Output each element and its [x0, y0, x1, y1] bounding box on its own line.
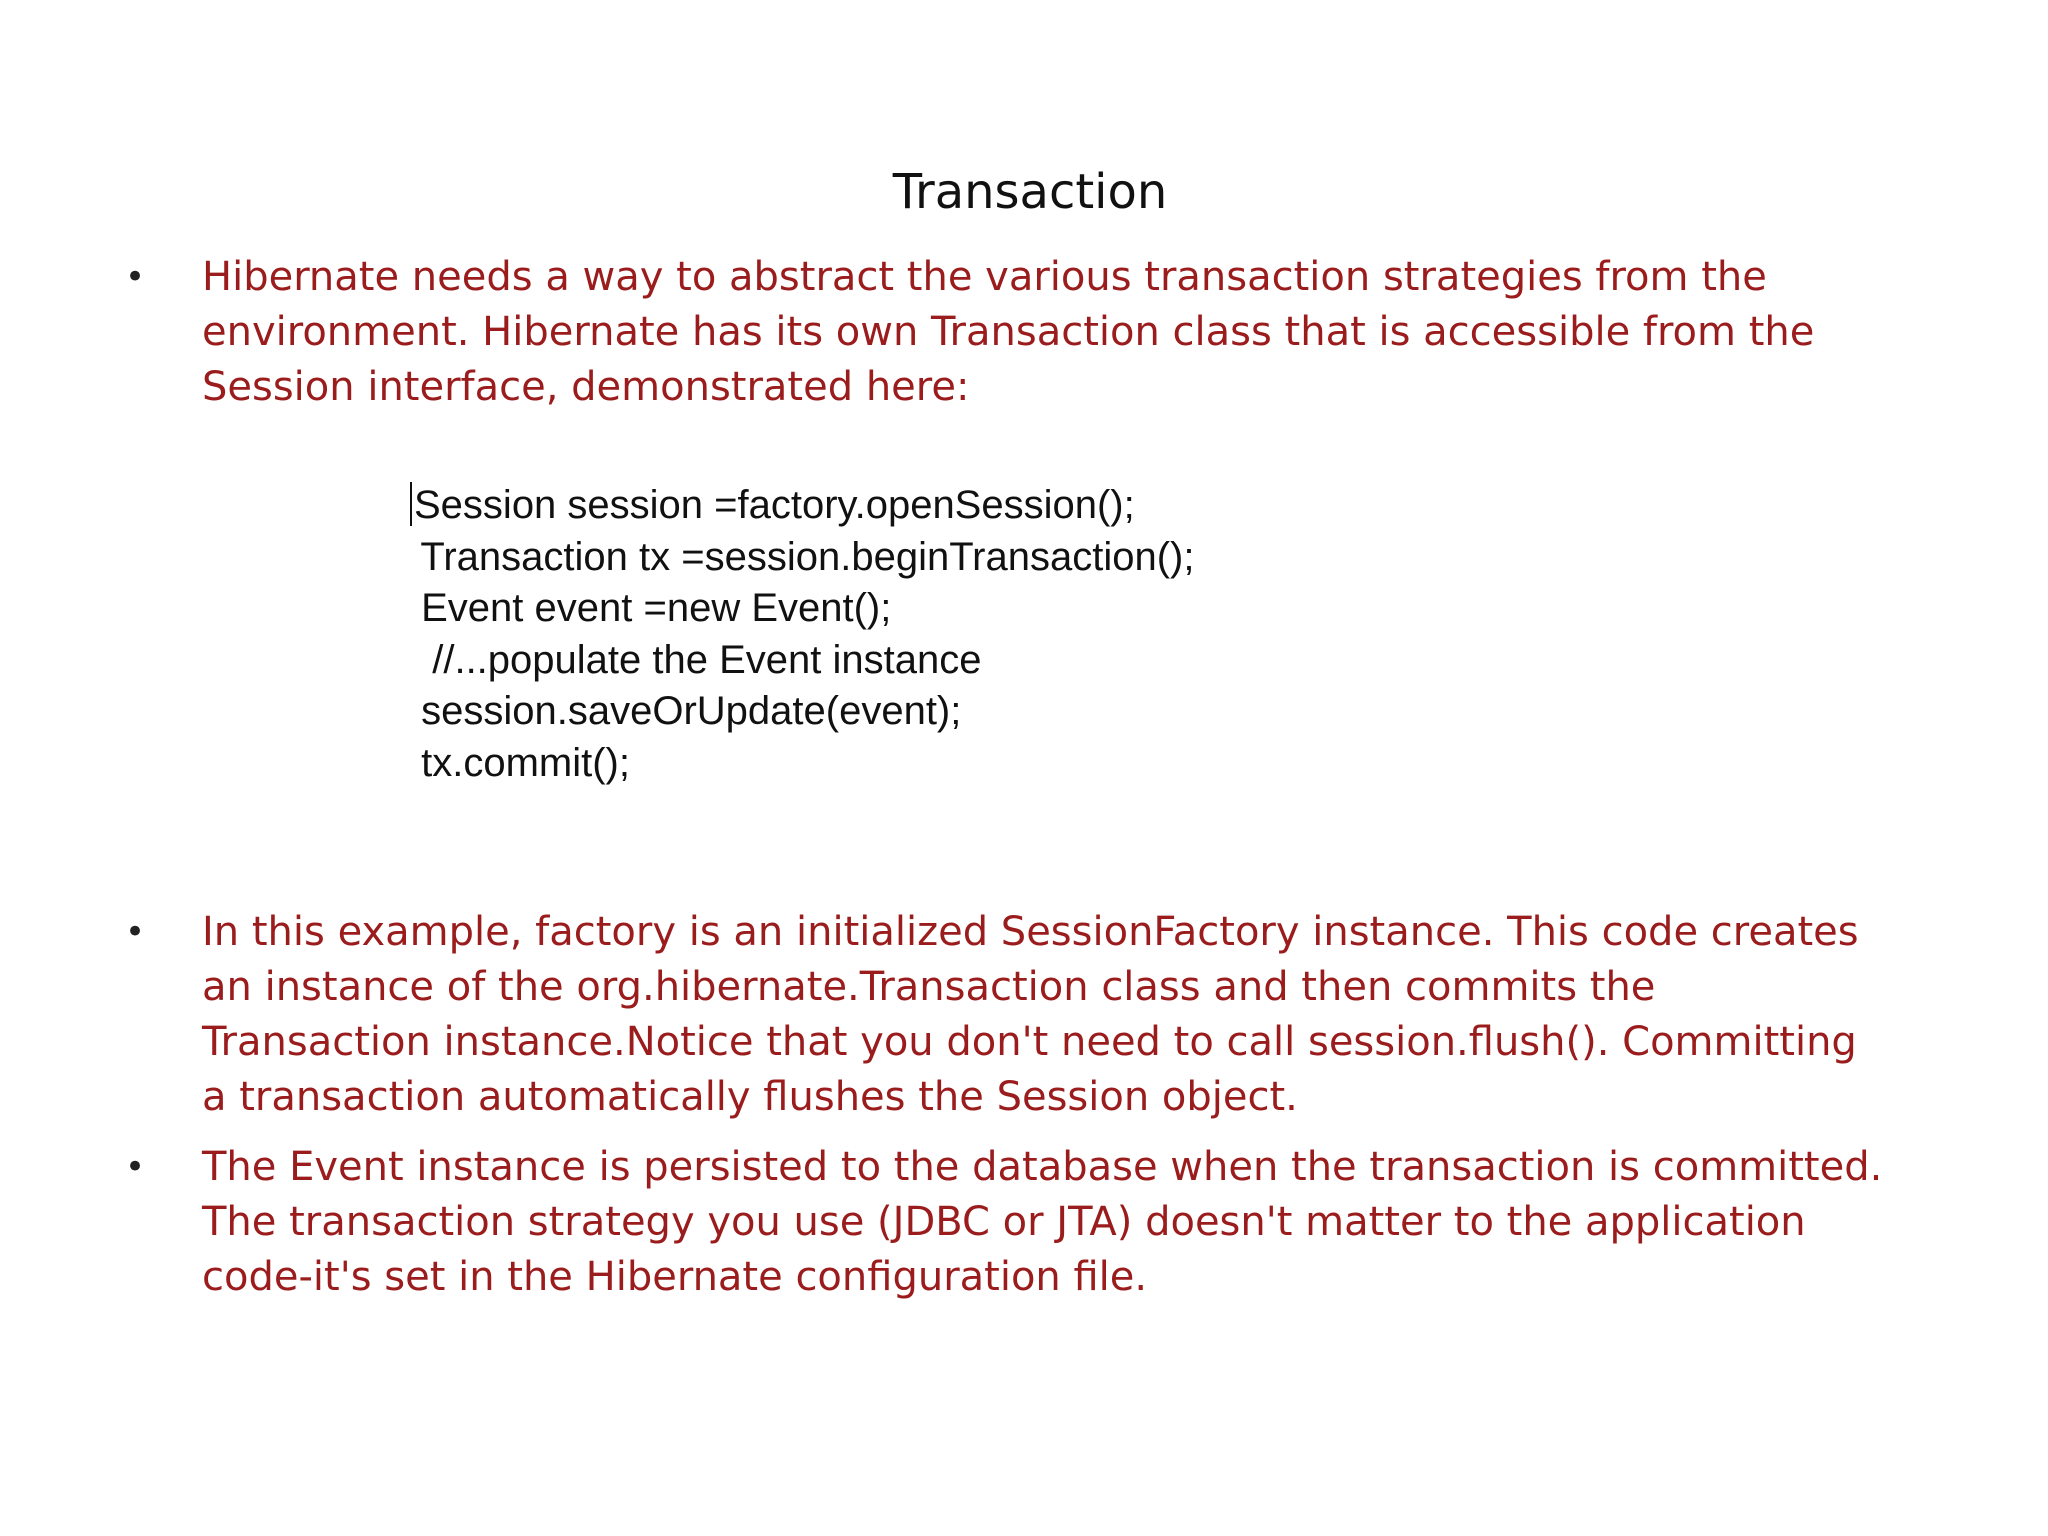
bullet-line: The transaction strategy you use (JDBC or JTA) doesn't matter to the application — [202, 1199, 1806, 1245]
bullet-item-1 — [120, 250, 1980, 420]
slide-title: Transaction — [892, 164, 1168, 220]
bullet-dot-icon: • — [124, 912, 146, 952]
code-line-6: tx.commit(); — [410, 740, 630, 785]
bullet-line: In this example, factory is an initialized SessionFactory instance. This code creates — [202, 909, 1859, 955]
code-line-3: Event event =new Event(); — [410, 586, 892, 630]
bullet-line: Transaction instance.Notice that you don't need to call session.flush(). Committing — [202, 1019, 1857, 1065]
bullet-line: Session interface, demonstrated here: — [202, 364, 970, 410]
bullet-line: Hibernate needs a way to abstract the various transaction strategies from the — [202, 254, 1767, 300]
bullet-dot-icon: • — [124, 257, 146, 297]
bullet-line: code-it's set in the Hibernate configuration file. — [202, 1254, 1148, 1300]
text-cursor-icon — [410, 482, 412, 526]
code-snippet — [410, 480, 1350, 800]
bullet-line: a transaction automatically flushes the Session object. — [202, 1074, 1298, 1120]
bullet-line: environment. Hibernate has its own Transaction class that is accessible from the — [202, 309, 1815, 355]
code-line-2: Transaction tx =session.beginTransaction(); — [410, 534, 1195, 579]
code-line-4: //...populate the Event instance — [410, 637, 982, 682]
bullet-dot-icon: • — [124, 1147, 146, 1187]
bullet-text-3 — [202, 1140, 2048, 1305]
bullet-line: an instance of the org.hibernate.Transaction class and then commits the — [202, 964, 1656, 1010]
bullet-text-2 — [202, 905, 2048, 1125]
code-line-1 — [410, 480, 1350, 532]
bullet-text-1 — [202, 250, 2048, 415]
code-text: Session session =factory.openSession(); — [414, 483, 1135, 527]
code-line-5: session.saveOrUpdate(event); — [410, 689, 962, 733]
bullet-item-2 — [120, 905, 1980, 1130]
bullet-line: The Event instance is persisted to the database when the transaction is committed. — [202, 1144, 1883, 1190]
bullet-item-3 — [120, 1140, 1980, 1310]
